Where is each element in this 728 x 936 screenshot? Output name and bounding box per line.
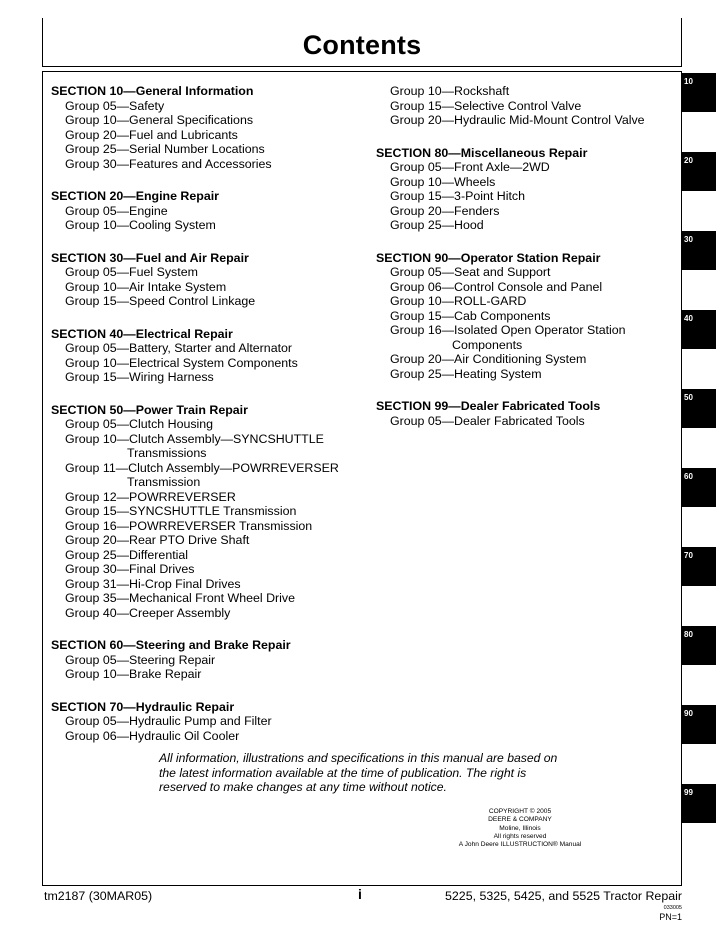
- section-heading[interactable]: SECTION 20—Engine Repair: [51, 189, 219, 203]
- copyright-line: DEERE & COMPANY: [488, 816, 552, 824]
- toc-item[interactable]: Group 15—Wiring Harness: [65, 370, 214, 384]
- toc-item[interactable]: Group 25—Serial Number Locations: [65, 142, 265, 156]
- toc-item[interactable]: Group 06—Control Console and Panel: [390, 279, 603, 294]
- toc-item[interactable]: Group 16—POWRREVERSER Transmission: [65, 518, 313, 533]
- toc-item[interactable]: Group 05—Safety: [65, 98, 165, 113]
- toc-item[interactable]: Group 30—Features and Accessories: [65, 156, 272, 171]
- toc-item[interactable]: Group 05—Seat and Support: [390, 265, 551, 279]
- toc-item[interactable]: Group 10—General Specifications: [65, 113, 254, 127]
- toc-item[interactable]: Group 40—Creeper Assembly: [65, 605, 231, 620]
- disclaimer-notice: [159, 751, 579, 795]
- toc-item[interactable]: Group 15—Selective Control Valve: [390, 98, 582, 113]
- section-tab-40[interactable]: 40: [681, 310, 716, 349]
- toc-item[interactable]: Group 35—Mechanical Front Wheel Drive: [65, 591, 296, 605]
- footer-code: 033005: [663, 905, 682, 911]
- toc-item[interactable]: Group 31—Hi-Crop Final Drives: [65, 576, 241, 591]
- toc-item[interactable]: Group 20—Fenders: [390, 203, 500, 218]
- copyright-line: Moline, Illinois: [499, 824, 541, 832]
- toc-item[interactable]: Group 10—Wheels: [390, 174, 496, 189]
- toc-item[interactable]: Group 25—Heating System: [390, 366, 542, 381]
- toc-section: [51, 251, 371, 309]
- toc-item[interactable]: Group 05—Engine: [65, 203, 168, 218]
- toc-item[interactable]: Group 20—Air Conditioning System: [390, 352, 587, 366]
- toc-item[interactable]: Group 15—SYNCSHUTTLE Transmission: [65, 504, 297, 518]
- footer-pn: PN=1: [659, 912, 682, 922]
- toc-section: [376, 251, 676, 382]
- section-heading[interactable]: SECTION 99—Dealer Fabricated Tools: [376, 399, 601, 413]
- section-heading[interactable]: SECTION 10—General Information: [51, 84, 254, 98]
- section-tab-30[interactable]: 30: [681, 231, 716, 270]
- section-heading[interactable]: SECTION 60—Steering and Brake Repair: [51, 638, 291, 652]
- toc-section: [51, 84, 371, 171]
- toc-item[interactable]: Group 05—Clutch Housing: [65, 417, 214, 431]
- section-tab-80[interactable]: 80: [681, 626, 716, 665]
- toc-item[interactable]: Group 11—Clutch Assembly—POWRREVERSER: [65, 460, 339, 475]
- toc-section: [376, 84, 676, 128]
- toc-section: [51, 638, 371, 682]
- toc-item[interactable]: Group 20—Hydraulic Mid-Mount Control Valve: [390, 113, 645, 127]
- toc-section: [51, 700, 371, 744]
- toc-item[interactable]: Group 10—Electrical System Components: [65, 355, 298, 370]
- toc-section: [51, 403, 371, 621]
- toc-section: [376, 399, 676, 428]
- section-heading[interactable]: SECTION 80—Miscellaneous Repair: [376, 145, 588, 160]
- toc-item[interactable]: Group 10—Rockshaft: [390, 84, 510, 98]
- toc-item-continuation[interactable]: Transmission: [127, 475, 201, 489]
- section-tab-10[interactable]: 10: [681, 73, 716, 112]
- toc-section: [51, 189, 371, 233]
- toc-item[interactable]: Group 15—3-Point Hitch: [390, 189, 525, 203]
- toc-item[interactable]: Group 10—Air Intake System: [65, 279, 227, 294]
- toc-item-continuation[interactable]: Transmissions: [127, 446, 207, 460]
- notice-line: reserved to make changes at any time without notice.: [159, 780, 447, 794]
- notice-line: All information, illustrations and specifications in this manual are based on: [159, 751, 558, 765]
- toc-item[interactable]: Group 25—Differential: [65, 547, 189, 562]
- section-heading[interactable]: SECTION 70—Hydraulic Repair: [51, 699, 235, 714]
- toc-item[interactable]: Group 15—Cab Components: [390, 308, 551, 323]
- section-heading[interactable]: SECTION 90—Operator Station Repair: [376, 250, 601, 265]
- footer-manual-title: 5225, 5325, 5425, and 5525 Tractor Repair: [445, 889, 682, 903]
- section-heading[interactable]: SECTION 40—Electrical Repair: [51, 326, 233, 341]
- toc-item[interactable]: Group 05—Front Axle—2WD: [390, 160, 550, 174]
- notice-line: the latest information available at the time of publication. The right is: [159, 765, 527, 780]
- toc-item[interactable]: Group 05—Steering Repair: [65, 652, 216, 667]
- toc-item[interactable]: Group 05—Dealer Fabricated Tools: [390, 413, 585, 428]
- toc-item[interactable]: Group 10—ROLL-GARD: [390, 294, 527, 308]
- section-tab-60[interactable]: 60: [681, 468, 716, 507]
- toc-item[interactable]: Group 15—Speed Control Linkage: [65, 294, 256, 308]
- toc-item[interactable]: Group 10—Brake Repair: [65, 667, 202, 681]
- toc-item-continuation[interactable]: Components: [452, 337, 523, 352]
- toc-item[interactable]: Group 10—Clutch Assembly—SYNCSHUTTLE: [65, 431, 324, 446]
- toc-item[interactable]: Group 25—Hood: [390, 218, 484, 232]
- copyright-line: A John Deere ILLUSTRUCTION® Manual: [458, 841, 582, 849]
- toc-section: [51, 327, 371, 385]
- toc-item[interactable]: Group 05—Battery, Starter and Alternator: [65, 341, 293, 355]
- section-tab-70[interactable]: 70: [681, 547, 716, 586]
- toc-item[interactable]: Group 12—POWRREVERSER: [65, 489, 236, 504]
- toc-item[interactable]: Group 20—Rear PTO Drive Shaft: [65, 533, 250, 547]
- copyright-line: COPYRIGHT © 2005: [488, 808, 552, 815]
- section-tab-50[interactable]: 50: [681, 389, 716, 428]
- toc-right-column: [376, 84, 676, 446]
- footer-page-number: i: [358, 886, 362, 902]
- toc-item[interactable]: Group 30—Final Drives: [65, 562, 195, 576]
- page-title: Contents: [302, 30, 422, 60]
- section-heading[interactable]: SECTION 30—Fuel and Air Repair: [51, 250, 249, 265]
- toc-item[interactable]: Group 06—Hydraulic Oil Cooler: [65, 728, 240, 743]
- copyright-block: [420, 808, 620, 849]
- section-tab-99[interactable]: 99: [681, 784, 716, 823]
- toc-item[interactable]: Group 20—Fuel and Lubricants: [65, 127, 238, 142]
- section-tab-20[interactable]: 20: [681, 152, 716, 191]
- footer-doc-id: tm2187 (30MAR05): [44, 889, 153, 903]
- toc-item[interactable]: Group 10—Cooling System: [65, 218, 216, 232]
- section-tab-90[interactable]: 90: [681, 705, 716, 744]
- toc-section: [376, 146, 676, 233]
- toc-item[interactable]: Group 16—Isolated Open Operator Station: [390, 323, 626, 337]
- section-heading[interactable]: SECTION 50—Power Train Repair: [51, 402, 248, 417]
- toc-item[interactable]: Group 05—Fuel System: [65, 265, 198, 279]
- copyright-line: All rights reserved: [493, 832, 547, 840]
- toc-item[interactable]: Group 05—Hydraulic Pump and Filter: [65, 714, 272, 728]
- toc-left-column: [51, 84, 371, 761]
